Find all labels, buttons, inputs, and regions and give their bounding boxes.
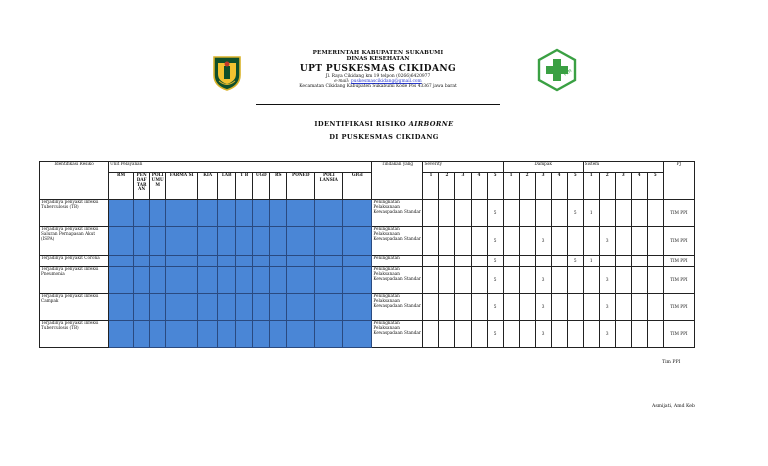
- sistem-cell: [631, 321, 647, 348]
- sistem-cell: [631, 256, 647, 267]
- unit-cell: [166, 256, 198, 267]
- risk-table-body: [40, 200, 695, 348]
- severity-cell: 5: [487, 321, 503, 348]
- unit-cell: [315, 200, 343, 227]
- puskesmas-cross-icon: [535, 48, 579, 92]
- unit-cell: [253, 267, 270, 294]
- unit-cell: [270, 200, 287, 227]
- unit-cell: [109, 256, 134, 267]
- unit-cell: [287, 294, 315, 321]
- dampak-cell: [567, 227, 583, 256]
- sistem-cell: [631, 294, 647, 321]
- unit-cell: [343, 200, 372, 227]
- table-header-row-2: [40, 173, 695, 200]
- severity-cell: [439, 321, 455, 348]
- sistem-cell: [583, 227, 599, 256]
- severity-level: 5: [487, 173, 503, 200]
- severity-cell: [471, 256, 487, 267]
- unit-cell: [218, 294, 236, 321]
- severity-cell: [439, 200, 455, 227]
- dampak-cell: [551, 321, 567, 348]
- unit-header: FARMA SI: [166, 173, 198, 200]
- unit-header: GIGI: [343, 173, 372, 200]
- unit-cell: [236, 267, 253, 294]
- sistem-level: 1: [583, 173, 599, 200]
- dampak-cell: [551, 256, 567, 267]
- dampak-cell: [551, 200, 567, 227]
- pj-cell: TIM PPI: [663, 294, 694, 321]
- unit-cell: [287, 321, 315, 348]
- unit-cell: [343, 267, 372, 294]
- unit-cell: [150, 256, 166, 267]
- unit-cell: [253, 200, 270, 227]
- sistem-level: 2: [599, 173, 615, 200]
- table-row: [40, 267, 695, 294]
- col-dampak-header: Dampak: [503, 162, 583, 173]
- dampak-cell: [519, 227, 535, 256]
- severity-cell: [423, 256, 439, 267]
- table-row: [40, 294, 695, 321]
- sistem-cell: 3: [599, 267, 615, 294]
- sistem-cell: [583, 267, 599, 294]
- unit-cell: [270, 294, 287, 321]
- unit-cell: [166, 227, 198, 256]
- unit-cell: [236, 227, 253, 256]
- dampak-level: 5: [567, 173, 583, 200]
- dampak-cell: [519, 200, 535, 227]
- unit-cell: [198, 294, 218, 321]
- sistem-cell: [615, 227, 631, 256]
- sistem-cell: [615, 256, 631, 267]
- col-risk-header: Identifikasi Resiko: [40, 162, 109, 200]
- letterhead-institution: UPT PUSKESMAS CIKIDANG: [299, 63, 457, 74]
- severity-cell: 5: [487, 200, 503, 227]
- severity-cell: [455, 321, 471, 348]
- dampak-cell: [535, 200, 551, 227]
- unit-cell: [253, 294, 270, 321]
- unit-cell: [343, 294, 372, 321]
- unit-cell: [109, 227, 134, 256]
- unit-cell: [134, 267, 150, 294]
- unit-header: RS: [270, 173, 287, 200]
- title-line-2: DI PUSKESMAS CIKIDANG: [329, 132, 439, 141]
- sistem-cell: [583, 294, 599, 321]
- logo-right-text: PKM: [562, 67, 573, 77]
- unit-header: KIA: [198, 173, 218, 200]
- dampak-cell: [551, 267, 567, 294]
- dampak-cell: [503, 321, 519, 348]
- col-unit-header: Unit Pelayanan: [109, 162, 372, 173]
- unit-cell: [287, 267, 315, 294]
- action-cell: Peningkatan Pelaksanaan Kewaspadaan Standar: [372, 267, 423, 294]
- severity-cell: [455, 200, 471, 227]
- severity-cell: [423, 267, 439, 294]
- sistem-cell: [631, 227, 647, 256]
- sistem-cell: [615, 267, 631, 294]
- unit-cell: [134, 200, 150, 227]
- sistem-cell: [647, 321, 663, 348]
- table-row: [40, 200, 695, 227]
- sistem-level: 4: [631, 173, 647, 200]
- severity-cell: [471, 227, 487, 256]
- sistem-cell: [599, 256, 615, 267]
- table-row: [40, 256, 695, 267]
- dampak-cell: [519, 321, 535, 348]
- action-cell: Peningkatan Pelaksanaan Kewaspadaan Standar: [372, 227, 423, 256]
- unit-header: PONED: [287, 173, 315, 200]
- unit-cell: [236, 294, 253, 321]
- sistem-cell: 3: [599, 321, 615, 348]
- severity-cell: [439, 267, 455, 294]
- letterhead: [256, 50, 500, 89]
- dampak-level: 4: [551, 173, 567, 200]
- unit-header: PEN DAF TAR AN: [134, 173, 150, 200]
- severity-cell: [439, 256, 455, 267]
- unit-cell: [150, 227, 166, 256]
- severity-cell: [471, 200, 487, 227]
- sistem-cell: 3: [599, 227, 615, 256]
- email-label: e-mail:: [334, 79, 350, 85]
- action-cell: Peningkatan Pelaksanaan Kewaspadaan Standar: [372, 321, 423, 348]
- risk-cell: Terjadinya penyakit infeksi Tuberculosis (TB): [40, 321, 109, 348]
- unit-cell: [109, 267, 134, 294]
- letterhead-district: Kecamatan Cikidang Kabupaten Sukabumi Kode Pos 43367 jawa barat: [299, 84, 457, 90]
- unit-cell: [198, 227, 218, 256]
- dampak-cell: [519, 267, 535, 294]
- unit-header: POLI LANSIA: [315, 173, 343, 200]
- sistem-cell: [599, 200, 615, 227]
- dampak-cell: [503, 227, 519, 256]
- unit-header: POLI UMU M: [150, 173, 166, 200]
- unit-cell: [218, 321, 236, 348]
- col-pj-header: PJ: [663, 162, 694, 200]
- action-cell: Peningkatan Pelaksanaan Kewaspadaan Standar: [372, 294, 423, 321]
- risk-identification-table: [39, 161, 695, 348]
- severity-level: 3: [455, 173, 471, 200]
- unit-cell: [150, 200, 166, 227]
- severity-cell: 5: [487, 294, 503, 321]
- severity-cell: 5: [487, 227, 503, 256]
- letterhead-department: DINAS KESEHATAN: [346, 56, 410, 63]
- unit-cell: [236, 256, 253, 267]
- dampak-level: 3: [535, 173, 551, 200]
- sistem-cell: [583, 321, 599, 348]
- unit-cell: [315, 321, 343, 348]
- risk-cell: Terjadinya penyakit infeksi Pneumonia: [40, 267, 109, 294]
- unit-cell: [150, 321, 166, 348]
- pj-cell: TIM PPI: [663, 267, 694, 294]
- severity-cell: [423, 294, 439, 321]
- unit-cell: [134, 321, 150, 348]
- unit-cell: [287, 227, 315, 256]
- unit-cell: [218, 200, 236, 227]
- severity-level: 4: [471, 173, 487, 200]
- col-severity-header: Severity: [423, 162, 503, 173]
- dampak-cell: 3: [535, 227, 551, 256]
- severity-cell: [471, 267, 487, 294]
- unit-cell: [343, 321, 372, 348]
- table-row: [40, 321, 695, 348]
- unit-cell: [253, 321, 270, 348]
- unit-cell: [166, 321, 198, 348]
- email-link[interactable]: puskesmascikidang@gmail.com: [350, 79, 422, 85]
- sistem-cell: [647, 227, 663, 256]
- dampak-cell: [503, 200, 519, 227]
- dampak-cell: [535, 256, 551, 267]
- pj-cell: TIM PPI: [663, 227, 694, 256]
- dampak-cell: [551, 294, 567, 321]
- severity-cell: [455, 294, 471, 321]
- unit-cell: [343, 227, 372, 256]
- dampak-cell: [567, 294, 583, 321]
- dampak-cell: 5: [567, 200, 583, 227]
- pj-cell: TIM PPI: [663, 256, 694, 267]
- risk-cell: Terjadinya penyakit infeksi Saluran Pernapasan Akut (ISPA): [40, 227, 109, 256]
- dampak-cell: [519, 256, 535, 267]
- sistem-cell: [631, 200, 647, 227]
- unit-cell: [134, 227, 150, 256]
- sistem-cell: 1: [583, 200, 599, 227]
- unit-cell: [270, 256, 287, 267]
- dampak-cell: [503, 267, 519, 294]
- sistem-cell: [615, 200, 631, 227]
- dampak-cell: [567, 321, 583, 348]
- sistem-cell: [615, 294, 631, 321]
- col-action-header: Tindakan yang: [372, 162, 423, 200]
- severity-level: 1: [423, 173, 439, 200]
- action-cell: Peningkatan: [372, 256, 423, 267]
- sistem-cell: [647, 267, 663, 294]
- unit-cell: [270, 267, 287, 294]
- unit-cell: [150, 294, 166, 321]
- unit-cell: [166, 267, 198, 294]
- unit-cell: [166, 294, 198, 321]
- sistem-cell: [647, 200, 663, 227]
- dampak-level: 1: [503, 173, 519, 200]
- letterhead-address: Jl. Raya Cikidang km 19 telpon (0266)6420977: [325, 74, 431, 80]
- table-header-row-1: [40, 162, 695, 173]
- unit-cell: [218, 227, 236, 256]
- unit-cell: [315, 227, 343, 256]
- severity-cell: [423, 321, 439, 348]
- unit-cell: [343, 256, 372, 267]
- title-line-1: IDENTIFIKASI RISIKO AIRBORNE: [314, 120, 454, 128]
- risk-cell: Terjadinya penyakit infeksi Campak: [40, 294, 109, 321]
- unit-cell: [287, 256, 315, 267]
- unit-cell: [287, 200, 315, 227]
- unit-cell: [198, 200, 218, 227]
- unit-header: LAB: [218, 173, 236, 200]
- severity-level: 2: [439, 173, 455, 200]
- dampak-cell: [551, 227, 567, 256]
- severity-cell: 5: [487, 267, 503, 294]
- sistem-level: 5: [647, 173, 663, 200]
- unit-cell: [166, 200, 198, 227]
- severity-cell: [471, 321, 487, 348]
- action-cell: Peningkatan Pelaksanaan Kewaspadaan Standar: [372, 200, 423, 227]
- dampak-cell: 5: [567, 256, 583, 267]
- dampak-cell: 3: [535, 294, 551, 321]
- unit-header: RM: [109, 173, 134, 200]
- signature-name: Asmijati, Amd Keb: [652, 404, 695, 409]
- unit-cell: [198, 267, 218, 294]
- severity-cell: [439, 227, 455, 256]
- sistem-cell: 1: [583, 256, 599, 267]
- severity-cell: [423, 227, 439, 256]
- unit-cell: [109, 294, 134, 321]
- sistem-cell: 3: [599, 294, 615, 321]
- unit-cell: [134, 294, 150, 321]
- table-row: [40, 227, 695, 256]
- dampak-cell: [503, 294, 519, 321]
- severity-cell: [455, 267, 471, 294]
- unit-cell: [198, 321, 218, 348]
- severity-cell: 5: [487, 256, 503, 267]
- pj-cell: TIM PPI: [663, 321, 694, 348]
- unit-cell: [270, 321, 287, 348]
- dampak-cell: 3: [535, 321, 551, 348]
- unit-cell: [150, 267, 166, 294]
- unit-cell: [253, 256, 270, 267]
- severity-cell: [439, 294, 455, 321]
- unit-cell: [253, 227, 270, 256]
- risk-cell: Terjadinya penyakit infeksi Tuberculosis (TB): [40, 200, 109, 227]
- unit-cell: [218, 256, 236, 267]
- unit-cell: [218, 267, 236, 294]
- unit-cell: [236, 321, 253, 348]
- unit-cell: [315, 294, 343, 321]
- unit-cell: [236, 200, 253, 227]
- sistem-cell: [631, 267, 647, 294]
- risk-cell: Terjadinya penyakit Corona: [40, 256, 109, 267]
- dampak-cell: 3: [535, 267, 551, 294]
- sistem-cell: [647, 294, 663, 321]
- unit-cell: [270, 227, 287, 256]
- unit-cell: [315, 267, 343, 294]
- unit-header: UGD: [253, 173, 270, 200]
- unit-cell: [109, 321, 134, 348]
- unit-cell: [315, 256, 343, 267]
- col-sistem-header: Sistem: [583, 162, 663, 173]
- dampak-cell: [503, 256, 519, 267]
- document-title: [270, 118, 498, 143]
- dampak-level: 2: [519, 173, 535, 200]
- unit-cell: [134, 256, 150, 267]
- unit-header: T B: [236, 173, 253, 200]
- sistem-cell: [615, 321, 631, 348]
- dampak-cell: [567, 267, 583, 294]
- signature-team: Tim PPI: [662, 360, 681, 365]
- dampak-cell: [519, 294, 535, 321]
- letterhead-government: PEMERINTAH KABUPATEN SUKABUMI: [312, 50, 444, 56]
- letterhead-divider: [256, 104, 500, 105]
- unit-cell: [109, 200, 134, 227]
- severity-cell: [455, 227, 471, 256]
- regency-crest-icon: [212, 55, 242, 91]
- sistem-level: 3: [615, 173, 631, 200]
- unit-cell: [198, 256, 218, 267]
- severity-cell: [471, 294, 487, 321]
- sistem-cell: [647, 256, 663, 267]
- severity-cell: [455, 256, 471, 267]
- pj-cell: TIM PPI: [663, 200, 694, 227]
- severity-cell: [423, 200, 439, 227]
